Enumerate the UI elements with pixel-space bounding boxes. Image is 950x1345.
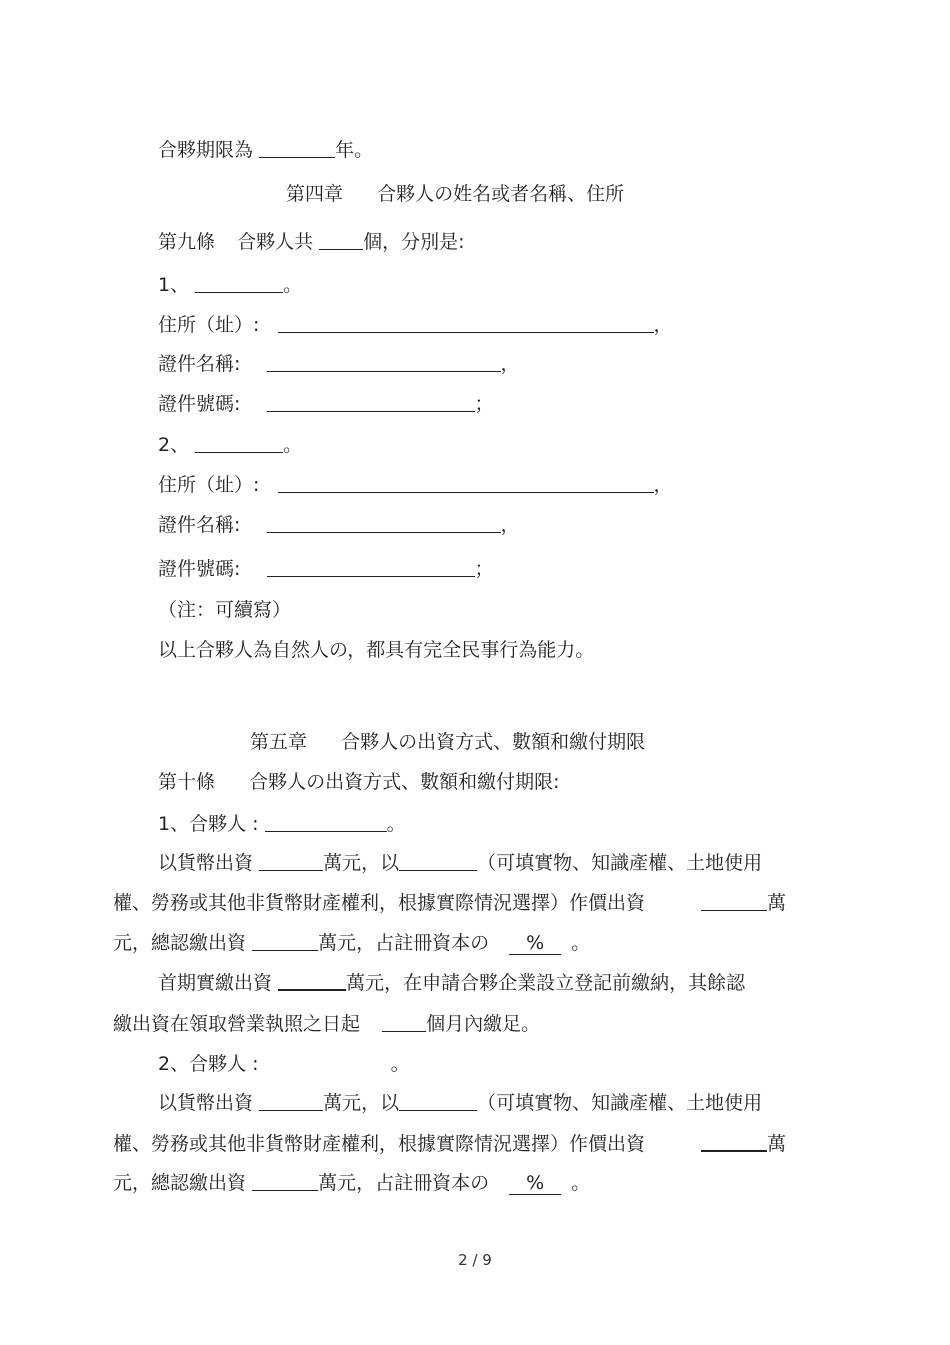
address-blank[interactable] [278, 312, 654, 333]
chapter4-subtitle: 合夥人の姓名或者名稱、住所 [377, 183, 625, 205]
partner1-num: 1、 [158, 274, 190, 296]
idname-blank[interactable] [267, 512, 501, 533]
natural-person-statement: 以上合夥人為自然人の，都具有完全民事行為能力。 [158, 639, 595, 661]
partner2-address [158, 472, 673, 498]
partner1-idname [158, 351, 520, 377]
remaining-label: 繳出資在領取營業執照之日起 [113, 1013, 361, 1035]
note: （注：可續寫） [158, 599, 292, 621]
partner1-idno [158, 391, 494, 417]
contrib1-line3 [113, 930, 590, 956]
contrib2-label: 2、合夥人 : [158, 1053, 259, 1075]
article9-label: 第九條 [158, 231, 216, 253]
contrib2-head-end: 。 [390, 1053, 410, 1075]
total-blank[interactable] [252, 1170, 318, 1191]
months-text: 個月內繳足。 [426, 1013, 541, 1035]
valuation-blank[interactable] [701, 890, 767, 911]
partner2-line [158, 432, 302, 458]
other-type-blank[interactable] [399, 1090, 477, 1111]
cash-label: 以貨幣出資 [158, 1092, 254, 1114]
article9-end: 個，分別是: [363, 231, 465, 253]
partner-count-blank[interactable] [319, 229, 363, 250]
article10 [158, 769, 560, 795]
valuation-label: 權、勞務或其他非貨幣財產權利，根據實際情況選擇）作價出資 [113, 1133, 646, 1155]
article10-label: 第十條 [158, 771, 216, 793]
contrib1-head-end: 。 [386, 813, 406, 835]
term-suffix: 年。 [335, 139, 374, 161]
idno-label: 證件號碼: [158, 558, 241, 580]
idno-label: 證件號碼: [158, 393, 241, 415]
partner1-line [158, 272, 302, 298]
valuation-label: 權、勞務或其他非貨幣財產權利，根據實際情況選擇）作價出資 [113, 892, 646, 914]
partner1-name-blank[interactable] [195, 272, 283, 293]
line-end: 。 [571, 1172, 591, 1194]
months-blank[interactable] [382, 1011, 426, 1032]
article10-text: 合夥人の出資方式、數額和繳付期限: [249, 771, 560, 793]
percent-blank[interactable]: % [509, 932, 561, 955]
idname-end: ， [500, 514, 520, 536]
contrib1-label: 1、合夥人 : [158, 813, 259, 835]
percent-blank[interactable]: % [509, 1172, 561, 1195]
total-label: 元，總認繳出資 [113, 1172, 247, 1194]
first-payment-line2 [113, 1011, 540, 1037]
other-type-blank[interactable] [399, 850, 477, 871]
valuation-unit: 萬 [767, 1133, 787, 1155]
address-end: ， [653, 314, 673, 336]
contrib2-line1 [158, 1090, 762, 1116]
term-prefix: 合夥期限為 [158, 139, 254, 161]
contrib1-head [158, 811, 406, 837]
first-payment-label: 首期實繳出資 [158, 972, 273, 994]
first-payment-text: 萬元，在申請合夥企業設立登記前繳納，其餘認 [346, 972, 746, 994]
contrib1-line2 [113, 890, 786, 916]
first-payment-line1 [158, 969, 745, 996]
partner1-address [158, 312, 673, 338]
valuation-unit: 萬 [767, 892, 787, 914]
idname-blank[interactable] [267, 351, 501, 372]
cash-amount-blank[interactable] [259, 1090, 323, 1111]
cash-unit: 萬元，以 [323, 852, 400, 874]
total-unit: 萬元，占註冊資本の [318, 1172, 490, 1194]
chapter5-heading [250, 729, 645, 755]
idno-blank[interactable] [267, 556, 475, 577]
address-blank[interactable] [278, 472, 654, 493]
contrib2-line2 [113, 1130, 786, 1157]
address-label: 住所（址）: [158, 314, 260, 336]
address-label: 住所（址）: [158, 474, 260, 496]
total-unit: 萬元，占註冊資本の [318, 932, 490, 954]
valuation-blank[interactable] [701, 1130, 767, 1152]
total-blank[interactable] [252, 930, 318, 951]
idname-label: 證件名稱: [158, 353, 241, 375]
article9-text: 合夥人共 [237, 231, 314, 253]
partner2-num: 2、 [158, 434, 190, 456]
idno-end: ； [474, 558, 494, 580]
first-payment-blank[interactable] [278, 969, 346, 991]
contrib1-line1 [158, 850, 762, 876]
idno-end: ； [474, 393, 494, 415]
cash-amount-blank[interactable] [259, 850, 323, 871]
contrib1-partner-blank[interactable] [265, 811, 387, 832]
other-type-hint: （可填實物、知識產權、土地使用 [477, 852, 763, 874]
total-label: 元，總認繳出資 [113, 932, 247, 954]
idname-label: 證件名稱: [158, 514, 241, 536]
partner1-end: 。 [283, 274, 303, 296]
line-end: 。 [571, 932, 591, 954]
term-blank[interactable] [259, 137, 335, 158]
chapter4-title: 第四章 [286, 183, 344, 205]
chapter5-title: 第五章 [250, 731, 308, 753]
partner2-end: 。 [283, 434, 303, 456]
cash-label: 以貨幣出資 [158, 852, 254, 874]
other-type-hint: （可填實物、知識產權、土地使用 [477, 1092, 763, 1114]
partner2-name-blank[interactable] [195, 432, 283, 453]
contrib2-line3 [113, 1170, 590, 1196]
term-line [158, 137, 373, 163]
partner2-idname [158, 512, 520, 538]
page-number: 2 / 9 [458, 1251, 492, 1269]
contrib2-head [158, 1051, 410, 1077]
chapter4-heading [286, 181, 624, 207]
idname-end: ， [500, 353, 520, 375]
chapter5-subtitle: 合夥人の出資方式、數額和繳付期限 [341, 731, 646, 753]
cash-unit: 萬元，以 [323, 1092, 400, 1114]
idno-blank[interactable] [267, 391, 475, 412]
address-end: ， [653, 474, 673, 496]
article9 [158, 229, 465, 255]
partner2-idno [158, 556, 494, 582]
